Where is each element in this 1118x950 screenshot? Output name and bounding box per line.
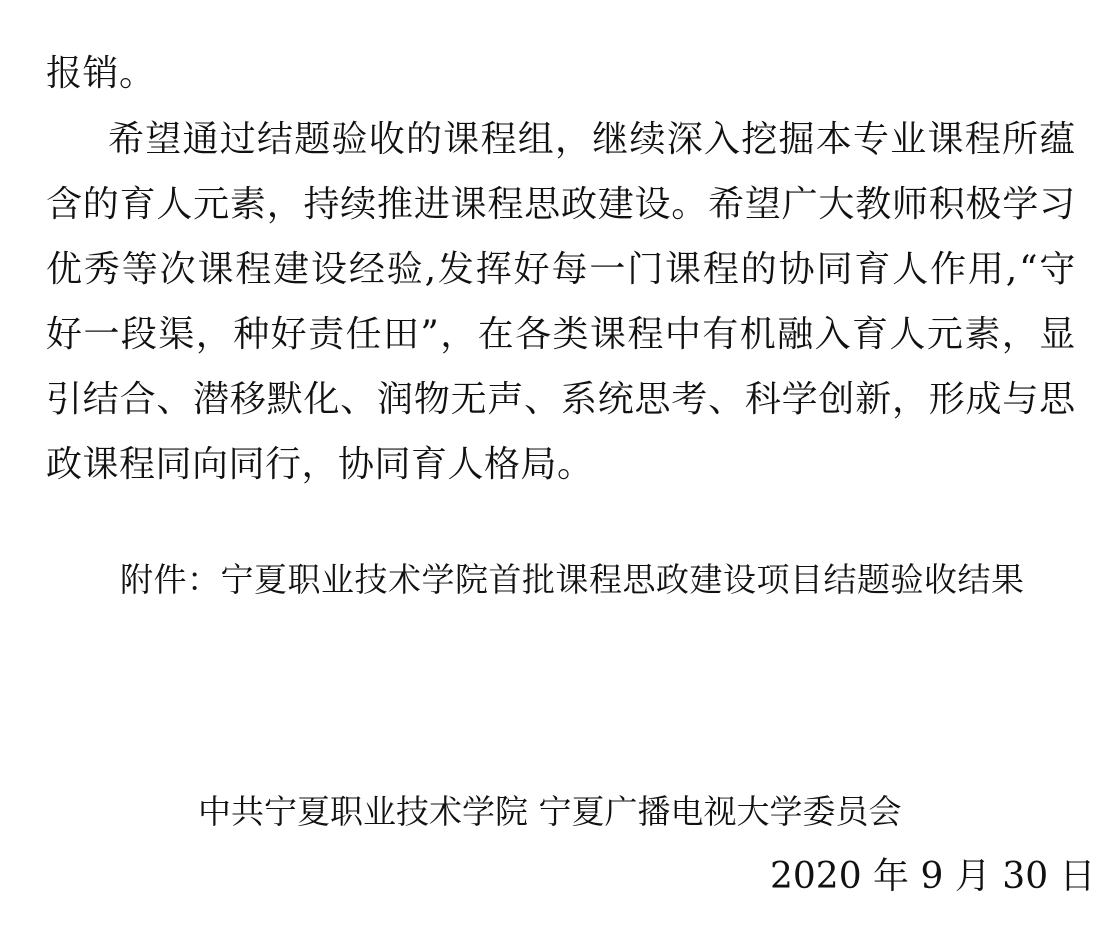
signature-organization: 中共宁夏职业技术学院 宁夏广播电视大学委员会: [198, 792, 902, 831]
paragraph-line-7: 政课程同向同行，协同育人格局。: [46, 444, 594, 485]
paragraph-line-2: 希 望 通 过 结 题 验 收 的 课 程 组 ， 继 续 深 入 挖 掘 本 专 业 课 程 所 蕴: [108, 119, 1076, 160]
signature-date: 2020 年 9 月 30 日: [770, 856, 1096, 897]
paragraph-line-4: 优 秀 等 次 课 程 建 设 经 验 , 发 挥 好 每 一 门 课 程 的 协 同 育 人 作 用 , “ 守: [46, 249, 1076, 290]
attachment-note: 附件：宁夏职业技术学院首批课程思政建设项目结题验收结果: [120, 560, 1025, 599]
paragraph-line-3: 含 的 育 人 元 素 ， 持 续 推 进 课 程 思 政 建 设 。 希 望 广 大 教 师 积 极 学 习: [46, 184, 1076, 225]
paragraph-line-1: 报销。: [46, 53, 156, 94]
paragraph-line-5: 好 一 段 渠 ， 种 好 责 任 田 ” ， 在 各 类 课 程 中 有 机 融 入 育 人 元 素 ， 显: [46, 314, 1076, 355]
paragraph-line-6: 引 结 合 、 潜 移 默 化 、 润 物 无 声 、 系 统 思 考 、 科 学 创 新 ， 形 成 与 思: [46, 379, 1076, 420]
